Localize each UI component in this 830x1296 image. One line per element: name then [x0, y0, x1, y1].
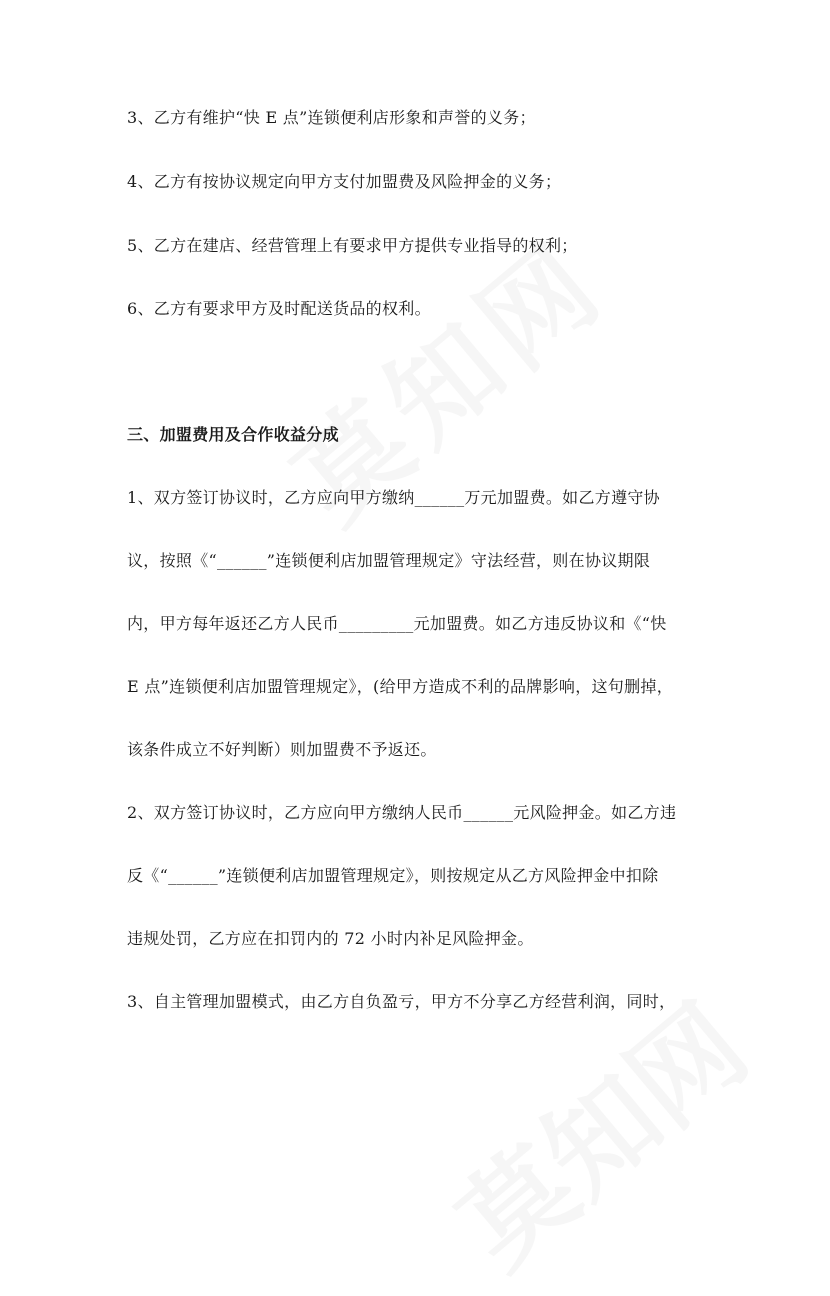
fee-clause-1-line-1: 1、双方签订协议时，乙方应向甲方缴纳______万元加盟费。如乙方遵守协 [127, 488, 660, 507]
fee-clause-1-line-5: 该条件成立不好判断）则加盟费不予返还。 [127, 740, 437, 759]
clause-3-duty-reputation: 3、乙方有维护“快 E 点”连锁便利店形象和声誉的义务； [127, 108, 536, 127]
fee-clause-2-line-2: 反《“______”连锁便利店加盟管理规定》，则按规定从乙方风险押金中扣除 [127, 866, 659, 885]
fee-clause-1-line-4: E 点”连锁便利店加盟管理规定》，(给甲方造成不利的品牌影响，这句删掉， [127, 677, 673, 696]
section-heading-fees: 三、加盟费用及合作收益分成 [127, 425, 339, 444]
fee-clause-2-line-1: 2、双方签订协议时，乙方应向甲方缴纳人民币______元风险押金。如乙方违 [127, 803, 677, 822]
fee-clause-1-line-3: 内，甲方每年返还乙方人民币_________元加盟费。如乙方违反协议和《“快 [127, 614, 667, 633]
fee-clause-1-line-2: 议，按照《“______”连锁便利店加盟管理规定》守法经营，则在协议期限 [127, 551, 651, 570]
watermark-lower [420, 963, 774, 1296]
clause-5-right-guidance: 5、乙方在建店、经营管理上有要求甲方提供专业指导的权利； [127, 236, 578, 255]
clause-4-duty-fees: 4、乙方有按协议规定向甲方支付加盟费及风险押金的义务； [127, 172, 562, 191]
fee-clause-3-line-1: 3、自主管理加盟模式，由乙方自负盈亏，甲方不分享乙方经营利润，同时， [127, 992, 676, 1011]
fee-clause-2-line-3: 违规处罚，乙方应在扣罚内的 72 小时内补足风险押金。 [127, 929, 534, 948]
clause-6-right-delivery: 6、乙方有要求甲方及时配送货品的权利。 [127, 299, 431, 318]
